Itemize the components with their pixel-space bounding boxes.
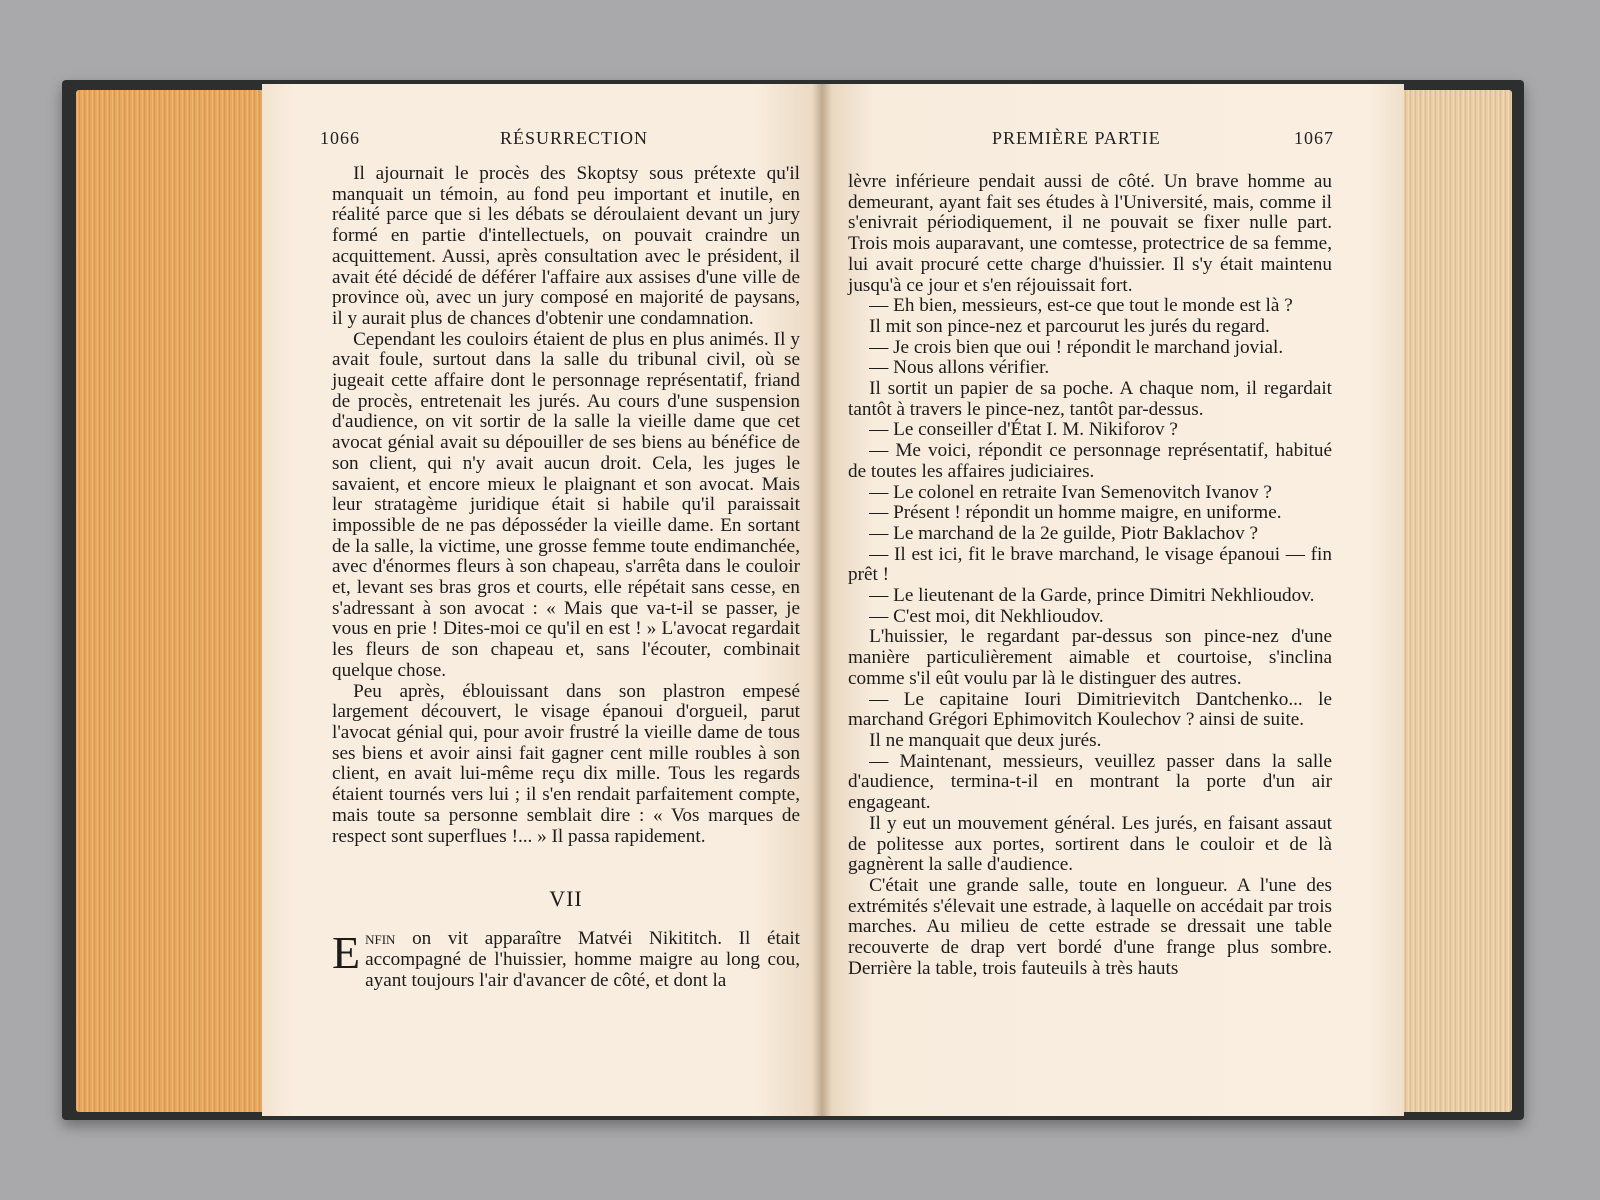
book-gutter	[812, 84, 832, 1116]
left-page	[262, 84, 822, 1116]
dialogue-line: — C'est moi, dit Nekhlioudov.	[869, 605, 1104, 627]
dialogue-line: — Le colonel en retraite Ivan Semenovitch Ivanov ?	[869, 481, 1272, 503]
dialogue-line: — Le lieutenant de la Garde, prince Dimitri Nekhlioudov.	[869, 585, 1315, 607]
dialogue-line: — Maintenant, messieurs, veuillez passer dans la salle d'audience, termina-t-il en montrant la porte d'un air engageant.	[848, 750, 1332, 814]
dialogue-line: — Le capitaine Iouri Dimitrievitch Dantchenko... le marchand Grégori Ephimovitch Koulechov ? ainsi de suite.	[848, 688, 1332, 731]
page-number-right: 1067	[1294, 128, 1334, 148]
paragraph: Il ne manquait que deux jurés.	[869, 729, 1102, 751]
paragraph: Cependant les couloirs étaient de plus en plus animés. Il y avait foule, surtout dans la salle du tribunal civil, où se jugeait cette affaire dont le personnage représentatif, friand de procès, entretenait les jurés. Au cours d'une suspension d'audience, on vit sortir de la salle la vieille dame que cet avocat génial avait su dépouiller de ses biens au bénéfice de son client, qui n'y avait aucun droit. Cela, les juges le savaient, et encore mieux le plaignant et son avocat. Mais leur stratagème juridique était si habile qu'il paraissait impossible de ne pas déposséder la vieille dame. En sortant de la salle, la victime, une grosse femme toute endimanchée, avec d'énormes fleurs à son chapeau, s'arrêta dans le couloir et, levant ses bras gros et courts, elle répétait sans cesse, en s'adressant à son avocat : « Mais que va-t-il se passer, je vous en prie ! Dites-moi ce qu'il en est ! » L'avocat regardait les fleurs de son chapeau et, sans l'écouter, combinait quelque chose.	[332, 328, 800, 681]
paragraph: L'huissier, le regardant par-dessus son pince-nez d'une manière particulièrement aimable et courtoise, s'inclina comme s'il eût voulu par là le distinguer des autres.	[848, 626, 1332, 689]
paragraph: Il ajournait le procès des Skoptsy sous prétexte qu'il manquait un témoin, au fond peu important et inutile, en réalité parce que si les débats se déroulaient devant un jury formé en partie d'intellectuels, on pouvait craindre un acquittement. Aussi, après consultation avec le président, il avait été décidé de déférer l'affaire aux assises d'une ville de province où, avec un jury composé en majorité de paysans, il y aurait plus de chances d'obtenir une condamnation.	[332, 163, 800, 329]
dialogue-line: — Le conseiller d'État I. M. Nikiforov ?	[869, 419, 1178, 441]
paragraph: C'était une grande salle, toute en longueur. A l'une des extrémités s'élevait une estrade, à laquelle on accédait par trois marches. Au milieu de cette estrade se dressait une table recouverte de drap vert bordé d'une frange plus sombre. Derrière la table, trois fauteuils à très hauts	[848, 874, 1332, 979]
chapter-title: VII	[549, 886, 583, 912]
right-page	[822, 84, 1404, 1116]
paragraph: Peu après, éblouissant dans son plastron empesé largement découvert, le visage épanoui d'orgueil, parut l'avocat génial qui, pour avoir frustré la vieille dame de tous ses biens et avoir ainsi fait gagner cent mille roubles à son client, en avait lui-même reçu dix mille. Tous les regards étaient tournés vers lui ; il s'en rendait parfaitement compte, mais toute sa personne semblait dire : « Vos marques de respect sont superflues !... » Il passa rapidement.	[332, 680, 800, 847]
dialogue-line: — Nous allons vérifier.	[869, 357, 1050, 379]
dialogue-line: — Eh bien, messieurs, est-ce que tout le monde est là ?	[869, 295, 1293, 317]
paragraph: Il sortit un papier de sa poche. A chaque nom, il regardait tantôt à travers le pince-nez, tantôt par-dessus.	[848, 378, 1332, 420]
paragraph: lèvre inférieure pendait aussi de côté. Un brave homme au demeurant, ayant fait ses études à l'Université, mais, comme il s'enivrait périodiquement, il ne pouvait se fixer nulle part. Trois mois auparavant, une comtesse, protectrice de sa femme, lui avait procuré cette charge d'huissier. Il s'y était maintenu jusqu'à ce jour et s'en réjouissait fort.	[848, 171, 1332, 296]
dialogue-line: — Le marchand de la 2e guilde, Piotr Baklachov ?	[869, 522, 1259, 544]
paragraph: Il y eut un mouvement général. Les jurés, en faisant assaut de politesse aux portes, sortirent dans le couloir et de là gagnèrent la salle d'audience.	[848, 812, 1332, 876]
left-page-body	[332, 164, 800, 991]
dialogue-line: — Présent ! répondit un homme maigre, en uniforme.	[869, 502, 1282, 524]
chapter-text: on vit apparaître Matvéi Nikititch. Il était accompagné de l'huissier, homme maigre au long cou, ayant toujours l'air d'avancer de côté, et dont la	[365, 928, 800, 991]
drop-cap: E	[332, 927, 361, 979]
chapter-opening-paragraph	[332, 929, 800, 991]
dialogue-line: — Je crois bien que oui ! répondit le marchand jovial.	[869, 336, 1284, 358]
dialogue-line: — Me voici, répondit ce personnage représentatif, habitué de toutes les affaires judiciaires.	[848, 440, 1332, 482]
chapter-lead-word: nfin	[365, 928, 396, 950]
page-edges-left	[76, 90, 266, 1112]
running-head-right: PREMIÈRE PARTIE	[992, 128, 1161, 148]
page-edges-right	[1402, 90, 1512, 1112]
paragraph: Il mit son pince-nez et parcourut les jurés du regard.	[869, 315, 1270, 337]
running-head-left: RÉSURRECTION	[500, 128, 649, 148]
dialogue-line: — Il est ici, fit le brave marchand, le visage épanoui — fin prêt !	[848, 543, 1332, 586]
right-page-body	[848, 172, 1332, 979]
page-number-left: 1066	[320, 128, 360, 148]
